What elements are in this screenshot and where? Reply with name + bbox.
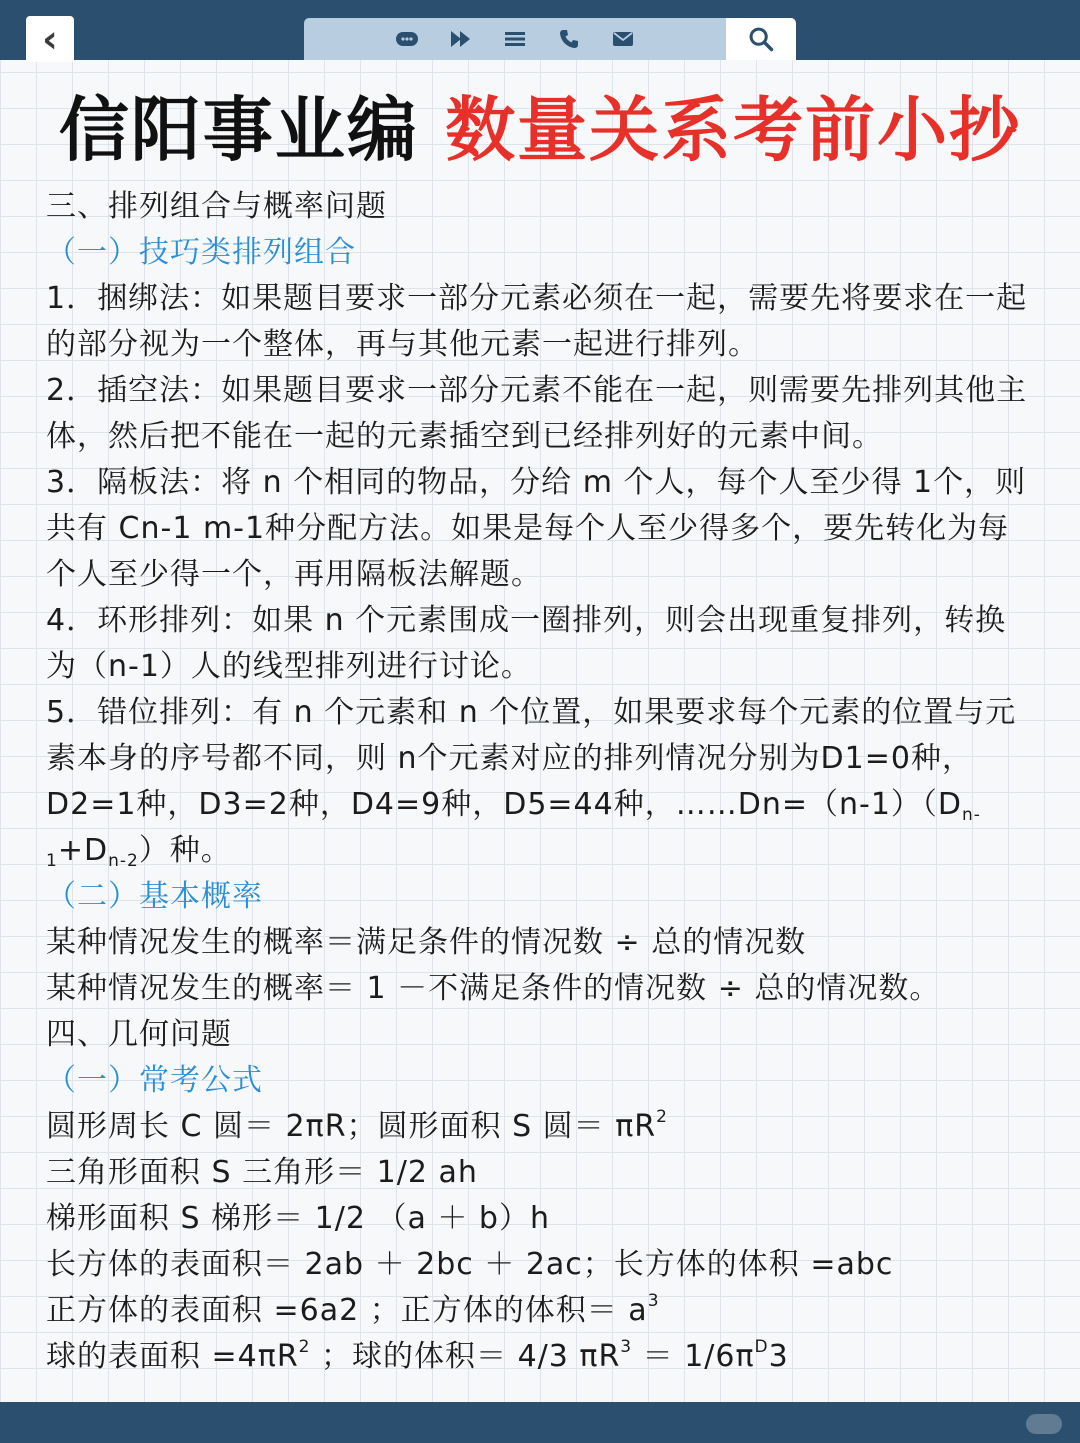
item5-text: 5．错位排列：有 n 个元素和 n 个位置，如果要求每个元素的位置与元素本身的序号都不同，则 n个元素对应的排列情况分别为D1=0种，D2=1种，D3=2种，D4=9种，D5=44种，……Dn=（n-1）（D [46, 695, 1017, 822]
mail-icon[interactable] [611, 27, 635, 51]
item5-subscript-1: n-1 [46, 805, 981, 871]
formula-sphere-c: ＝ 1/6π [632, 1339, 755, 1374]
chevron-left-icon: ‹ [42, 17, 58, 61]
probability-rule-2: 某种情况发生的概率＝ 1 －不满足条件的情况数 ÷ 总的情况数。 [46, 971, 941, 1006]
probability-rule-1: 某种情况发生的概率＝满足条件的情况数 ÷ 总的情况数 [46, 925, 807, 960]
formula-cube [46, 1288, 1036, 1334]
formula-sphere-sup1: 2 [298, 1337, 311, 1357]
paragraph-item-1: 1．捆绑法：如果题目要求一部分元素必须在一起，需要先将要求在一起的部分视为一个整体，再与其他元素一起进行排列。 [46, 281, 1028, 362]
subsection-heading: （一）技巧类排列组合 [46, 235, 356, 270]
item5-subscript-2: n-2 [108, 851, 139, 871]
paragraph-item-5 [46, 690, 1036, 874]
formula-triangle: 三角形面积 S 三角形＝ 1/2 ah [46, 1155, 478, 1190]
formula-cuboid: 长方体的表面积＝ 2ab ＋ 2bc ＋ 2ac；长方体的体积 =abc [46, 1247, 894, 1282]
back-button[interactable] [26, 16, 74, 62]
item5-plus: +D [57, 833, 109, 868]
item5-end: ）种。 [138, 833, 232, 868]
paragraph-item-4: 4．环形排列：如果 n 个元素围成一圈排列，则会出现重复排列，转换为（n-1）人的线型排列进行讨论。 [46, 603, 1007, 684]
formula-cube-text: 正方体的表面积 =6a2 ；正方体的体积＝ a [46, 1293, 648, 1328]
search-icon [747, 25, 775, 53]
formula-circle-text: 圆形周长 C 圆＝ 2πR；圆形面积 S 圆＝ πR [46, 1109, 657, 1144]
phone-icon[interactable] [557, 27, 581, 51]
formula-sphere-b: ；球的体积＝ 4/3 πR [310, 1339, 621, 1374]
section-heading: 四、几何问题 [46, 1017, 232, 1052]
page-title-black: 信阳事业编 [58, 89, 419, 171]
formula-sphere-sup2: 3 [620, 1337, 633, 1357]
page-title-red: 数量关系考前小抄 [445, 89, 1022, 171]
fast-forward-icon[interactable] [449, 27, 473, 51]
formula-sphere-a: 球的表面积 =4πR [46, 1339, 299, 1374]
page-title [0, 82, 1080, 178]
chat-bubble-icon[interactable] [395, 27, 419, 51]
bottom-bar [0, 1402, 1080, 1443]
formula-circle-sup: 2 [656, 1107, 668, 1127]
paragraph-item-3: 3．隔板法：将 n 个相同的物品，分给 m 个人，每个人至少得 1个，则共有 Cn-1 m-1种分配方法。如果是每个人至少得多个，要先转化为每个人至少得一个，再用隔板法解题。 [46, 465, 1027, 592]
list-icon[interactable] [503, 27, 527, 51]
section-heading: 三、排列组合与概率问题 [46, 189, 387, 224]
search-button[interactable] [726, 18, 796, 60]
formula-sphere-d: 3 [768, 1339, 789, 1374]
formula-circle [46, 1104, 1036, 1150]
top-bar [0, 0, 1080, 60]
formula-sphere-sup3: D [754, 1337, 769, 1357]
formula-cube-sup: 3 [647, 1291, 660, 1311]
toolbar [304, 18, 726, 60]
formula-sphere [46, 1334, 1036, 1380]
document-body [46, 184, 1036, 1380]
watermark-logo [1026, 1414, 1062, 1434]
subsection-heading: （二）基本概率 [46, 879, 263, 914]
subsection-heading: （一）常考公式 [46, 1063, 263, 1098]
paragraph-item-2: 2．插空法：如果题目要求一部分元素不能在一起，则需要先排列其他主体，然后把不能在一起的元素插空到已经排列好的元素中间。 [46, 373, 1028, 454]
formula-trapezoid: 梯形面积 S 梯形＝ 1/2 （a ＋ b）h [46, 1201, 550, 1236]
